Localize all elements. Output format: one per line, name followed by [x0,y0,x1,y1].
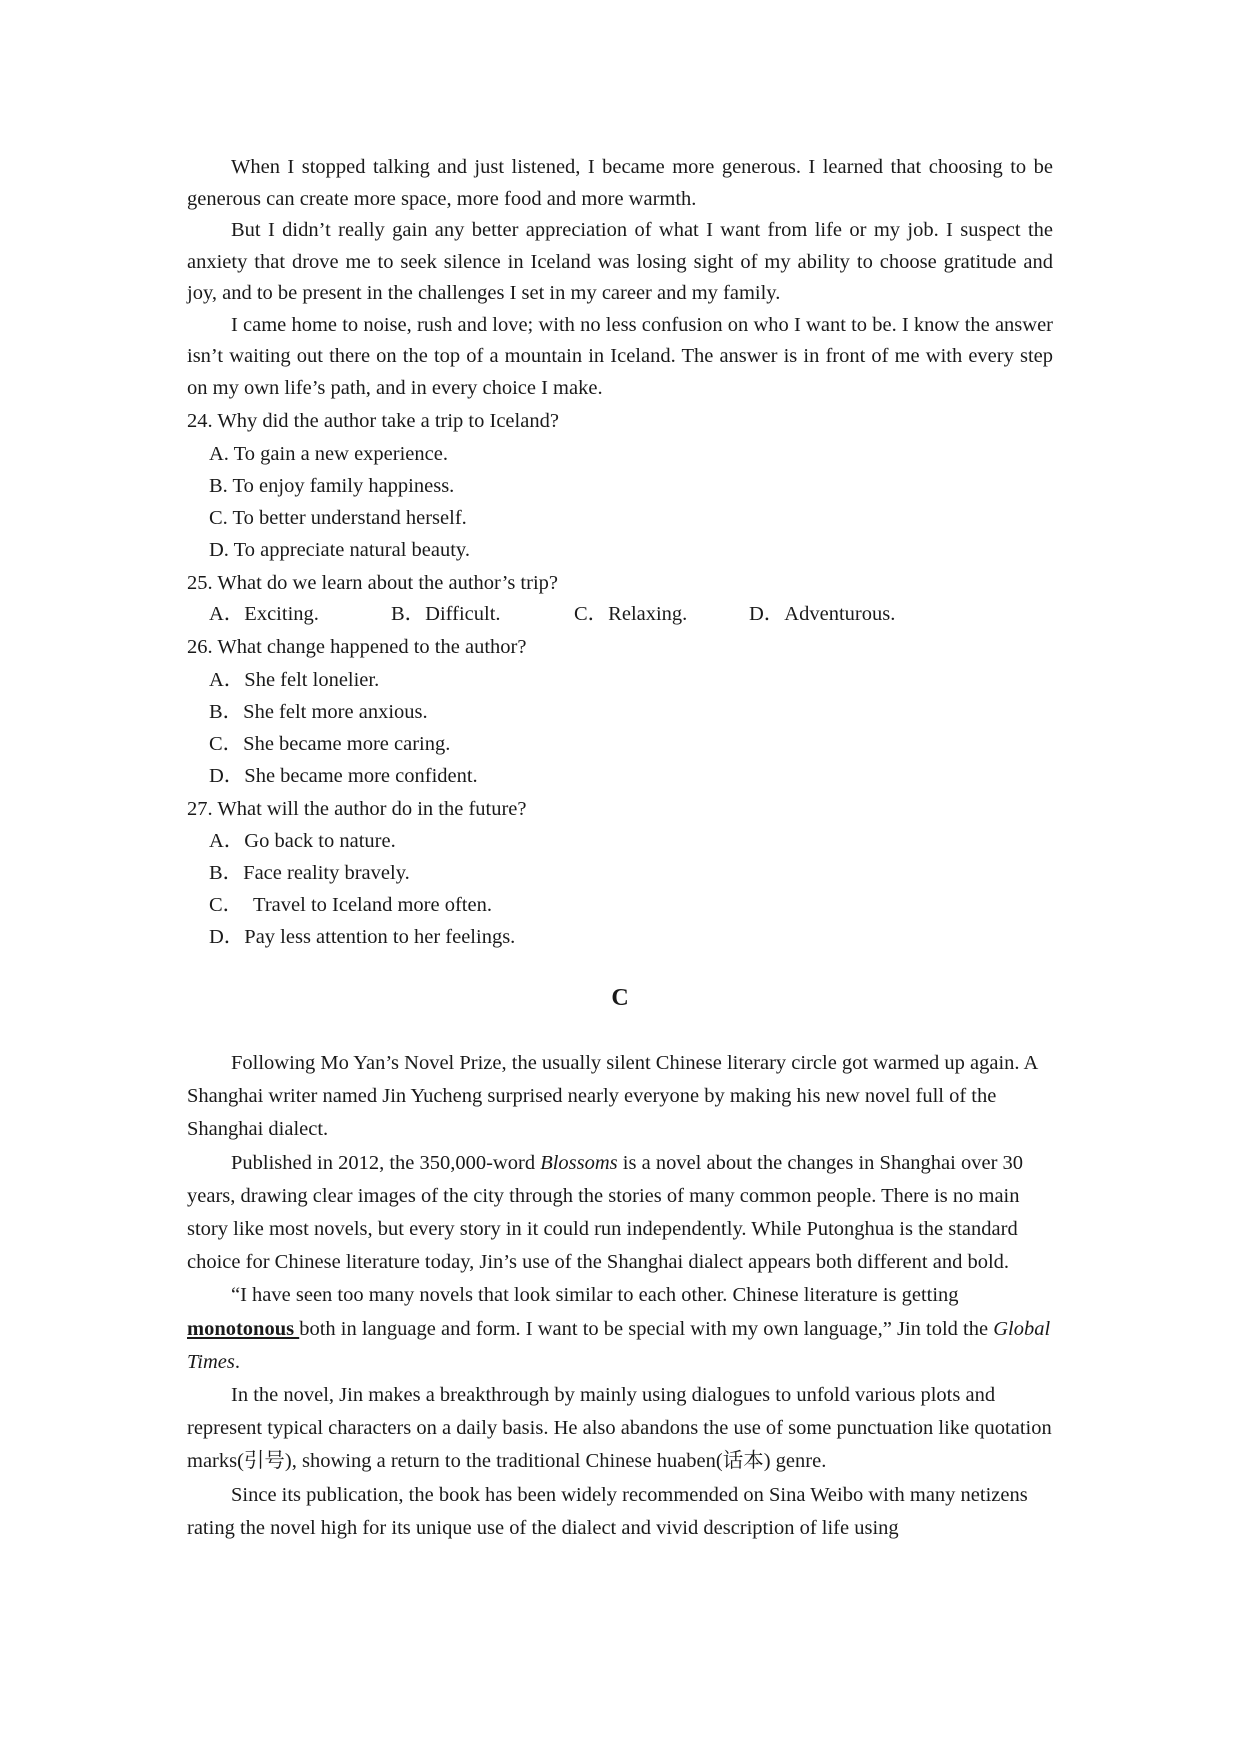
section-title: C [611,985,629,1011]
option-c: C． Travel to Iceland more often. [209,894,492,916]
newspaper-title: Global Times [187,1317,1051,1373]
passage-c-paragraph-1: Following Mo Yan’s Novel Prize, the usually silent Chinese literary circle got warmed up again. A Shanghai writer named Jin Yucheng surprised nearly everyone by making his new novel full of the Shanghai dialect. [187,1052,1038,1141]
option-c: C．She became more caring. [209,732,451,755]
option-c: C. To better understand herself. [209,506,467,529]
question-stem: 25. What do we learn about the author’s trip? [187,571,558,594]
text-run: both in language and form. I want to be special with my own language,” Jin told the [299,1317,994,1340]
question-27 [187,794,1053,954]
text-run: Published in 2012, the 350,000-word [231,1151,541,1174]
passage-b-paragraph-3: I came home to noise, rush and love; with no less confusion on who I want to be. I know the answer isn’t waiting out there on the top of a mountain in Iceland. The answer is in front of me with every step on my own life’s path, and in every choice I make. [187,313,1053,399]
question-stem: 27. What will the author do in the future? [187,797,527,820]
option-d: D．Adventurous. [749,603,896,625]
passage-b-paragraph-1: When I stopped talking and just listened, I became more generous. I learned that choosing to be generous can create more space, more food and more warmth. [187,156,1053,210]
option-b: B．Face reality bravely. [209,862,410,884]
text-run: is a novel about the changes in Shanghai over 30 years, drawing clear images of the city through the stories of many common people. There is no main story like most novels, but every story in it could run independently. While Putonghua is the standard choice for Chinese literature today, Jin’s use of the Shanghai dialect appears both different and bold. [187,1151,1024,1274]
question-25 [187,568,1053,631]
text-run: “I have seen too many novels that look similar to each other. Chinese literature is getting [231,1284,959,1307]
option-c: C．Relaxing. [574,603,688,625]
passage-c-paragraph-3 [187,1279,1053,1379]
option-d: D．She became more confident. [209,764,478,787]
question-24 [187,406,1053,566]
text-run: . [234,1350,240,1373]
passage-c-paragraph-5: Since its publication, the book has been widely recommended on Sina Weibo with many netizens rating the novel high for its unique use of the dialect and vivid description of life using [187,1483,1028,1539]
passage-c [187,1047,1053,1545]
question-stem: 26. What change happened to the author? [187,636,527,658]
exam-page [187,152,1053,1545]
option-b: B．Difficult. [391,603,501,625]
option-a: A. To gain a new experience. [209,442,448,465]
option-b: B．She felt more anxious. [209,700,428,723]
question-stem: 24. Why did the author take a trip to Iceland? [187,410,559,432]
option-a: A．Exciting. [209,603,319,625]
option-a: A．She felt lonelier. [209,668,380,691]
option-b: B. To enjoy family happiness. [209,474,455,497]
option-d: D. To appreciate natural beauty. [209,538,470,561]
passage-b [187,152,1053,404]
passage-c-paragraph-2 [187,1147,1053,1280]
question-26 [187,632,1053,792]
passage-c-paragraph-4: In the novel, Jin makes a breakthrough by mainly using dialogues to unfold various plots and represent typical characters on a daily basis. He also abandons the use of some punctuation like quotation marks(引号), showing a return to the traditional Chinese huaben(话本) genre. [187,1384,1052,1473]
underlined-word: monotonous [187,1317,300,1340]
options-row [187,599,1053,630]
option-a: A．Go back to nature. [209,830,396,852]
option-d: D．Pay less attention to her feelings. [209,926,516,948]
book-title: Blossoms [540,1151,618,1174]
passage-b-paragraph-2: But I didn’t really gain any better appreciation of what I want from life or my job. I suspect the anxiety that drove me to seek silence in Iceland was losing sight of my ability to choose gratitude and joy, and to be present in the challenges I set in my career and my family. [187,219,1053,304]
